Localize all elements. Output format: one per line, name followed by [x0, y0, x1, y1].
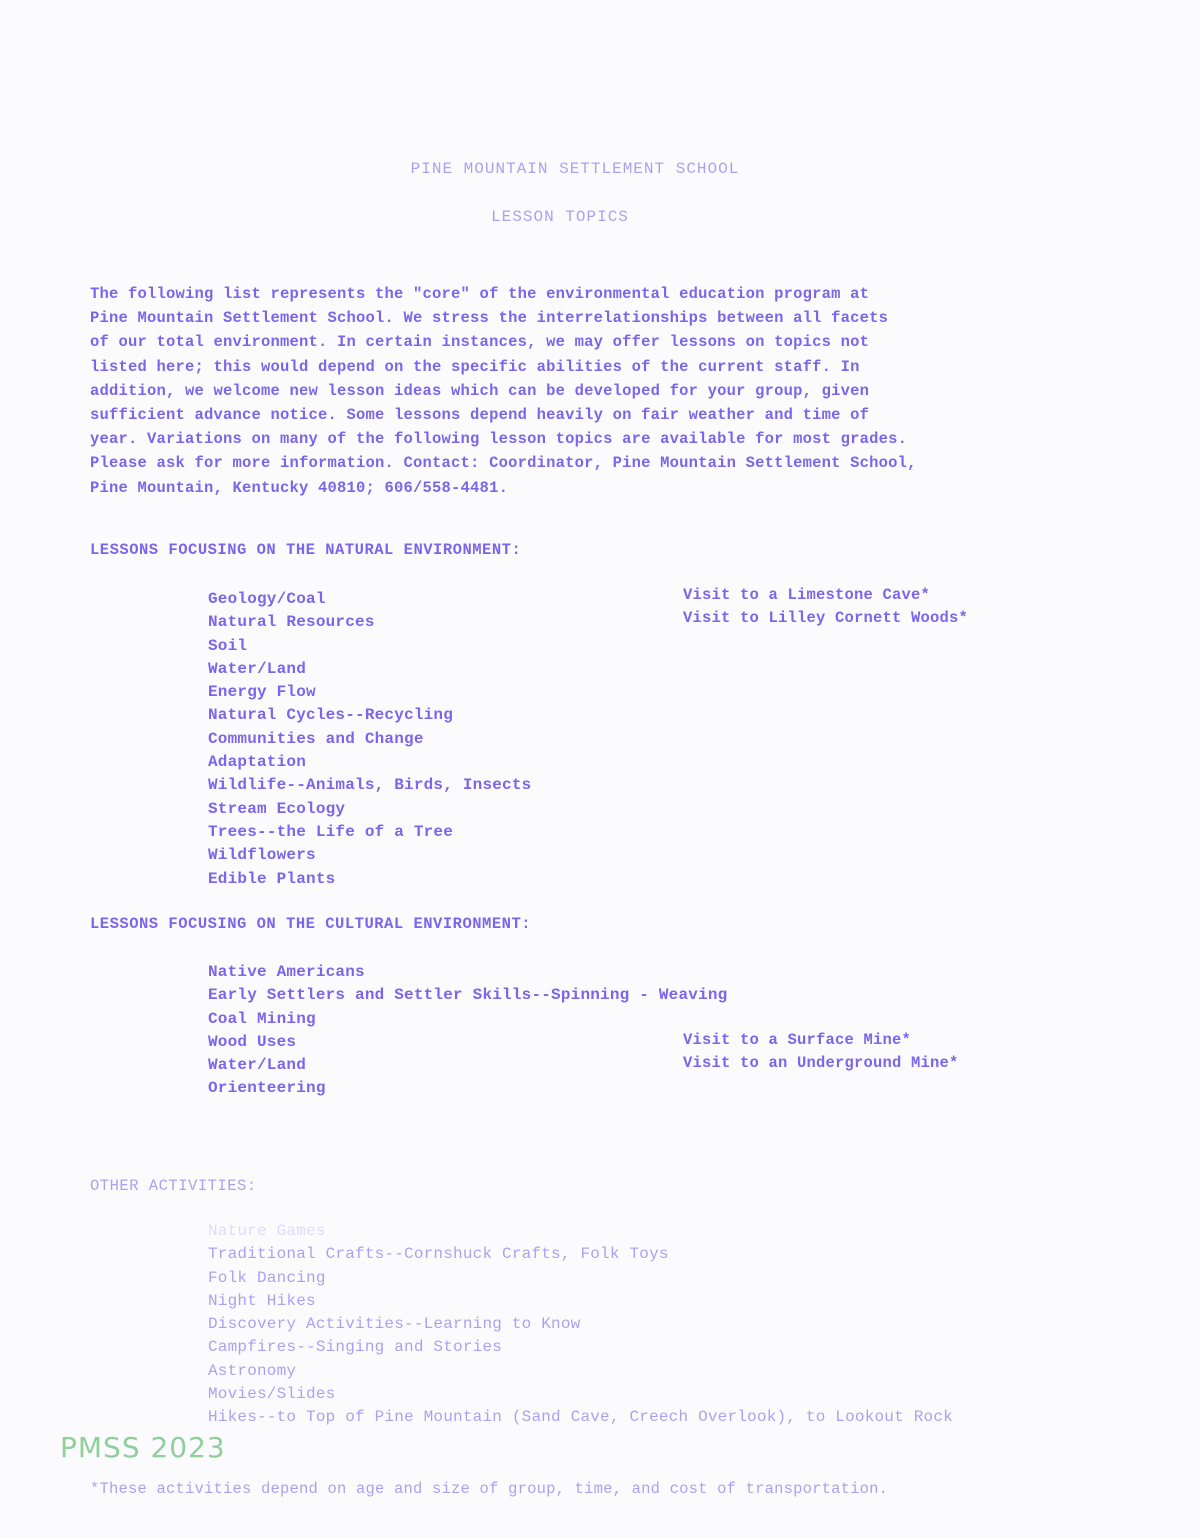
- list-item: Energy Flow: [208, 683, 316, 702]
- list-item: Coal Mining: [208, 1009, 316, 1028]
- natural-lesson-list: [208, 588, 531, 891]
- document-title: PINE MOUNTAIN SETTLEMENT SCHOOL: [410, 160, 740, 178]
- intro-line: year. Variations on many of the following lesson topics are available for most grades.: [90, 430, 908, 449]
- list-item: Communities and Change: [208, 729, 424, 748]
- list-item: Hikes--to Top of Pine Mountain (Sand Cave, Creech Overlook), to Lookout Rock: [208, 1408, 953, 1427]
- intro-line: The following list represents the "core" of the environmental education program at: [90, 285, 870, 303]
- natural-visit-list: [683, 584, 968, 631]
- list-item: Geology/Coal: [208, 590, 326, 608]
- cultural-section-heading: LESSONS FOCUSING ON THE CULTURAL ENVIRONMENT:: [90, 915, 532, 933]
- intro-line: sufficient advance notice. Some lessons depend heavily on fair weather and time of: [90, 406, 870, 425]
- list-item: Natural Resources: [208, 613, 375, 632]
- list-item: Discovery Activities--Learning to Know: [208, 1315, 581, 1334]
- list-item: Adaptation: [208, 753, 307, 772]
- list-item: Traditional Crafts--Cornshuck Crafts, Folk Toys: [208, 1245, 669, 1264]
- footnote: *These activities depend on age and size of group, time, and cost of transportation.: [90, 1480, 889, 1498]
- intro-line: Please ask for more information. Contact: Coordinator, Pine Mountain Settlement School,: [90, 454, 917, 473]
- list-item: Visit to an Underground Mine*: [683, 1054, 959, 1073]
- intro-paragraph: [90, 282, 1150, 500]
- list-item: Native Americans: [208, 963, 365, 981]
- list-item: Night Hikes: [208, 1291, 316, 1310]
- list-item: Wood Uses: [208, 1032, 297, 1051]
- list-item: Trees--the Life of a Tree: [208, 822, 454, 841]
- list-item: Folk Dancing: [208, 1268, 326, 1287]
- watermark: PMSS 2023: [60, 1431, 226, 1464]
- list-item: Stream Ecology: [208, 799, 346, 818]
- list-item: Nature Games: [208, 1222, 326, 1240]
- list-item: Astronomy: [208, 1361, 297, 1380]
- intro-line: of our total environment. In certain instances, we may offer lessons on topics not: [90, 333, 870, 352]
- cultural-lesson-list: [208, 961, 727, 1101]
- list-item: Water/Land: [208, 1056, 307, 1075]
- list-item: Visit to Lilley Cornett Woods*: [683, 609, 969, 628]
- intro-line: Pine Mountain Settlement School. We stress the interrelationships between all facets: [90, 309, 889, 328]
- document-subtitle: LESSON TOPICS: [491, 208, 629, 226]
- list-item: Water/Land: [208, 659, 307, 678]
- list-item: Visit to a Limestone Cave*: [683, 586, 931, 604]
- list-item: Campfires--Singing and Stories: [208, 1338, 503, 1357]
- intro-line: listed here; this would depend on the specific abilities of the current staff. In: [90, 357, 860, 376]
- list-item: Movies/Slides: [208, 1385, 336, 1404]
- other-activity-list: [208, 1220, 953, 1430]
- list-item: Early Settlers and Settler Skills--Spinning - Weaving: [208, 986, 728, 1005]
- list-item: Orienteering: [208, 1079, 326, 1098]
- list-item: Visit to a Surface Mine*: [683, 1031, 912, 1049]
- list-item: Wildflowers: [208, 846, 316, 865]
- list-item: Edible Plants: [208, 869, 336, 888]
- natural-section-heading: LESSONS FOCUSING ON THE NATURAL ENVIRONMENT:: [90, 541, 522, 559]
- list-item: Natural Cycles--Recycling: [208, 706, 454, 725]
- other-section-heading: OTHER ACTIVITIES:: [90, 1177, 257, 1195]
- intro-line: Pine Mountain, Kentucky 40810; 606/558-4481.: [90, 478, 509, 497]
- intro-line: addition, we welcome new lesson ideas which can be developed for your group, given: [90, 381, 870, 400]
- list-item: Wildlife--Animals, Birds, Insects: [208, 776, 532, 795]
- list-item: Soil: [208, 636, 248, 655]
- cultural-visit-list: [683, 1029, 959, 1076]
